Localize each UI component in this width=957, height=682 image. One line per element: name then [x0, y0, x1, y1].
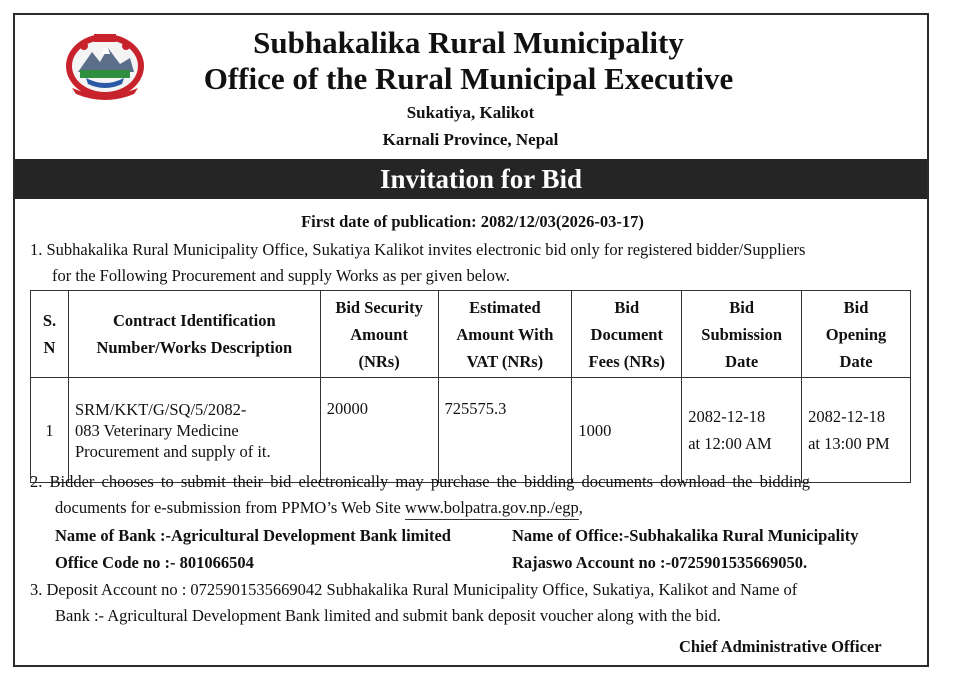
publication-date: First date of publication: 2082/12/03(2026-03-17): [301, 212, 644, 231]
paragraph-3-line-1: 3. Deposit Account no : 0725901535669042 Subhakalika Rural Municipality Office, Sukatiya, Kalikot and Name of: [30, 580, 798, 599]
cell-bid-security: 20000: [320, 378, 438, 483]
cell-description: SRM/KKT/G/SQ/5/2082- 083 Veterinary Medicine Procurement and supply of it.: [68, 378, 320, 483]
cell-estimated-amount: 725575.3: [438, 378, 572, 483]
table-row: [31, 378, 911, 483]
table-header-row: [31, 291, 911, 378]
bank-name: Name of Bank :-Agricultural Development Bank limited: [55, 526, 451, 545]
banner-title: Invitation for Bid: [379, 164, 583, 194]
paragraph-1-line-2: for the Following Procurement and supply Works as per given below.: [52, 266, 510, 285]
office-title: Office of the Rural Municipal Executive: [203, 61, 734, 96]
province-line: Karnali Province, Nepal: [382, 130, 559, 149]
paragraph-1-line-1: 1. Subhakalika Rural Municipality Office, Sukatiya Kalikot invites electronic bid only for registered bidder/Suppliers: [30, 240, 806, 259]
office-code: Office Code no :- 801066504: [55, 553, 254, 572]
notice-banner: [15, 159, 927, 199]
ppmo-website-link[interactable]: www.bolpatra.gov.np./egp: [405, 498, 579, 520]
header-bid-security: Bid Security Amount (NRs): [320, 291, 438, 378]
cell-opening-date: 2082-12-18 at 13:00 PM: [802, 378, 911, 483]
header-sn: S. N: [31, 291, 69, 378]
cell-document-fee: 1000: [572, 378, 682, 483]
header-submission-date: Bid Submission Date: [682, 291, 802, 378]
address-line: Sukatiya, Kalikot: [406, 103, 535, 122]
header-estimated-amount: Estimated Amount With VAT (NRs): [438, 291, 572, 378]
header-document-fees: Bid Document Fees (NRs): [572, 291, 682, 378]
revenue-account: Rajaswo Account no :-0725901535669050.: [512, 553, 808, 572]
header-opening-date: Bid Opening Date: [802, 291, 911, 378]
office-name: Name of Office:-Subhakalika Rural Municipality: [512, 526, 859, 545]
cell-submission-date: 2082-12-18 at 12:00 AM: [682, 378, 802, 483]
paragraph-3-line-2: Bank :- Agricultural Development Bank limited and submit bank deposit voucher along with the bid.: [55, 606, 721, 625]
paragraph-2-line-1: 2. Bidder chooses to submit their bid electronically may purchase the bidding documents download the bidding: [30, 472, 811, 491]
bid-table: [30, 290, 911, 483]
header-description: Contract Identification Number/Works Description: [68, 291, 320, 378]
municipality-title: Subhakalika Rural Municipality: [253, 25, 684, 60]
paragraph-2-line-2: documents for e-submission from PPMO’s Web Site www.bolpatra.gov.np./egp,: [55, 498, 583, 518]
cell-sn: 1: [31, 378, 69, 483]
signatory-title: Chief Administrative Officer: [679, 637, 882, 656]
